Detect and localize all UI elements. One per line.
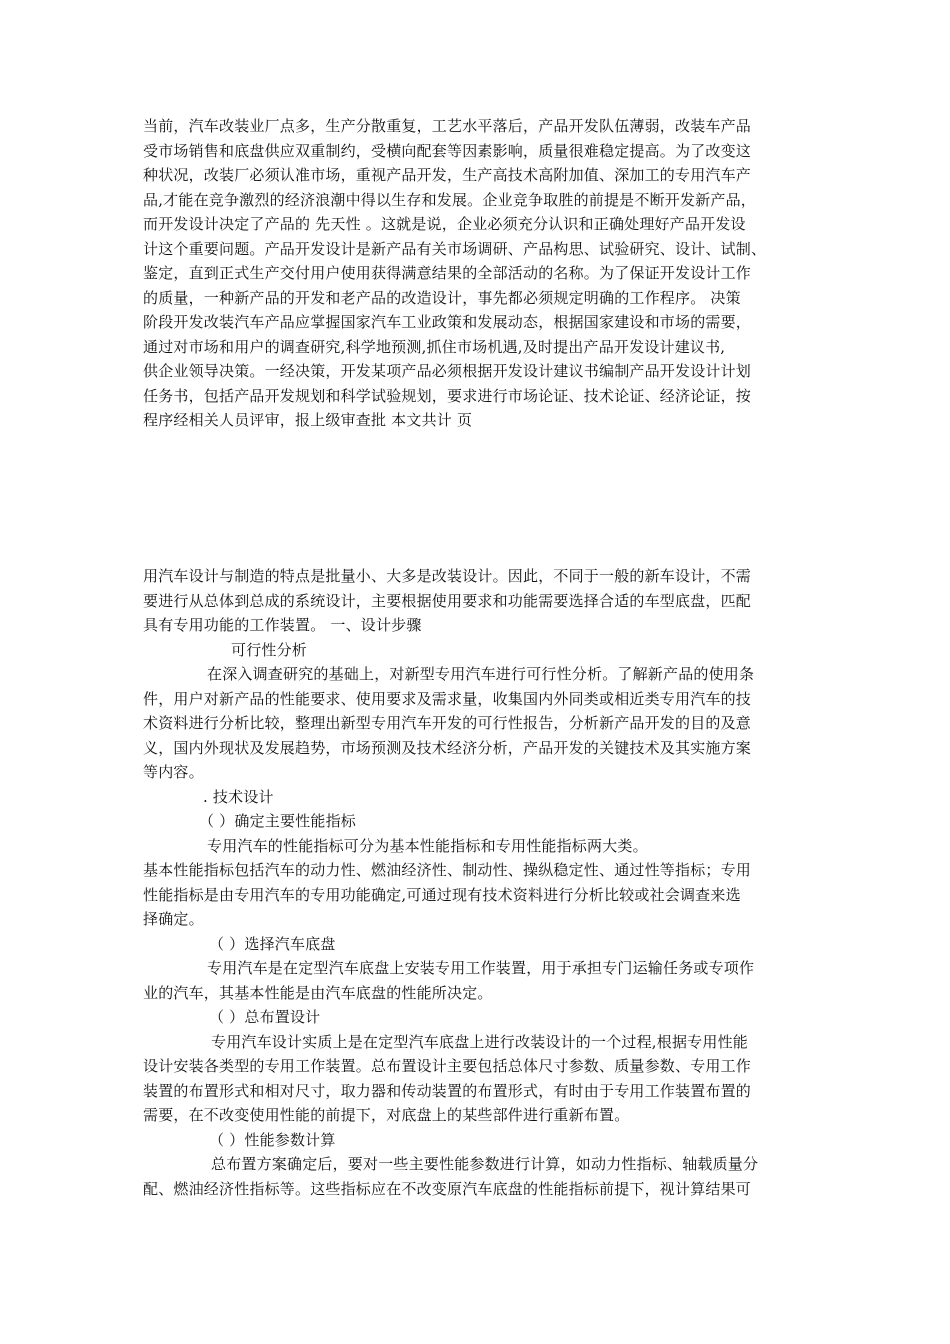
text-line: 品,才能在竞争激烈的经济浪潮中得以生存和发展。企业竞争取胜的前提是不断开发新产品， bbox=[143, 190, 756, 209]
paragraph-line: 术资料进行分析比较，整理出新型专用汽车开发的可行性报告，分析新产品开发的目的及意 bbox=[143, 714, 752, 732]
text-line: 当前，汽车改装业厂点多，生产分散重复，工艺水平落后，产品开发队伍薄弱，改装车产品 bbox=[143, 117, 752, 135]
paragraph-line: 需要，在不改变使用性能的前提下，对底盘上的某些部件进行重新布置。 bbox=[143, 1106, 630, 1124]
perf-heading: （ ）确定主要性能指标 bbox=[199, 812, 356, 830]
paragraph-line: 件，用户对新产品的性能要求、使用要求及需求量，收集国内外同类或相近类专用汽车的技 bbox=[143, 689, 752, 708]
paragraph-line: 专用汽车设计实质上是在定型汽车底盘上进行改装设计的一个过程,根据专用性能 bbox=[211, 1032, 748, 1051]
intro-line: 要进行从总体到总成的系统设计，主要根据使用要求和功能需要选择合适的车型底盘，匹配 bbox=[143, 591, 752, 610]
paragraph-line: 总布置方案确定后，要对一些主要性能参数进行计算，如动力性指标、轴载质量分 bbox=[211, 1155, 759, 1173]
paragraph-line: 专用汽车是在定型汽车底盘上安装专用工作装置，用于承担专门运输任务或专项作 bbox=[207, 959, 755, 977]
paragraph-line: 配、燃油经济性指标等。这些指标应在不改变原汽车底盘的性能指标前提下，视计算结果可 bbox=[143, 1179, 752, 1198]
text-line: 任务书，包括产品开发规划和科学试验规划，要求进行市场论证、技术论证、经济论证，按 bbox=[143, 386, 752, 405]
paragraph-line: 装置的布置形式和相对尺寸，取力器和传动装置的布置形式，有时由于专用工作装置布置的 bbox=[143, 1081, 752, 1100]
text-line: 通过对市场和用户的调查研究,科学地预测,抓住市场机遇,及时提出产品开发设计建议书, bbox=[143, 337, 726, 356]
tech-design-heading: . 技术设计 bbox=[203, 787, 274, 806]
text-line: 而开发设计决定了产品的 先天性 。这就是说，企业必须充分认识和正确处理好产品开发设 bbox=[143, 215, 746, 233]
chassis-heading: （ ）选择汽车底盘 bbox=[209, 934, 336, 953]
text-line: 程序经相关人员评审，报上级审查批 本文共计 页 bbox=[143, 411, 473, 429]
intro-line: 具有专用功能的工作装置。 一、设计步骤 bbox=[143, 616, 422, 634]
calc-heading: （ ）性能参数计算 bbox=[209, 1130, 336, 1149]
text-line: 种状况，改装厂必须认准市场，重视产品开发，生产高技术高附加值、深加工的专用汽车产 bbox=[143, 166, 752, 184]
text-line: 计这个重要问题。产品开发设计是新产品有关市场调研、产品构思、试验研究、设计、试制、 bbox=[143, 239, 767, 258]
text-line: 供企业领导决策。一经决策，开发某项产品必须根据开发设计建议书编制产品开发设计计划 bbox=[143, 362, 752, 380]
paragraph-line: 义，国内外现状及发展趋势，市场预测及技术经济分析，产品开发的关键技术及其实施方案 bbox=[143, 738, 752, 757]
paragraph-line: 专用汽车的性能指标可分为基本性能指标和专用性能指标两大类。 bbox=[207, 836, 648, 855]
text-line: 阶段开发改装汽车产品应掌握国家汽车工业政策和发展动态，根据国家建设和市场的需要， bbox=[143, 313, 752, 331]
text-line: 的质量，一种新产品的开发和老产品的改造设计，事先都必须规定明确的工作程序。 决策 bbox=[143, 288, 741, 307]
paragraph-line: 业的汽车，其基本性能是由汽车底盘的性能所决定。 bbox=[143, 983, 493, 1002]
paragraph-line: 择确定。 bbox=[143, 910, 204, 928]
paragraph-line: 设计安装各类型的专用工作装置。总布置设计主要包括总体尺寸参数、质量参数、专用工作 bbox=[143, 1057, 752, 1075]
paragraph-line: 性能指标是由专用汽车的专用功能确定,可通过现有技术资料进行分析比较或社会调查来选 bbox=[143, 885, 741, 904]
intro-line: 用汽车设计与制造的特点是批量小、大多是改装设计。因此，不同于一般的新车设计，不需 bbox=[143, 567, 752, 585]
paragraph-line: 等内容。 bbox=[143, 763, 204, 781]
layout-heading: （ ）总布置设计 bbox=[209, 1008, 321, 1026]
text-block-bottom bbox=[143, 564, 808, 1201]
paragraph-line: 基本性能指标包括汽车的动力性、燃油经济性、制动性、操纵稳定性、通过性等指标；专用 bbox=[143, 861, 752, 879]
feasibility-heading: 可行性分析 bbox=[231, 640, 308, 659]
text-line: 受市场销售和底盘供应双重制约，受横向配套等因素影响，质量很难稳定提高。为了改变这 bbox=[143, 141, 752, 160]
paragraph-line: 在深入调查研究的基础上，对新型专用汽车进行可行性分析。了解新产品的使用条 bbox=[207, 665, 755, 683]
text-line: 鉴定，直到正式生产交付用户使用获得满意结果的全部活动的名称。为了保证开发设计工作 bbox=[143, 264, 752, 282]
text-block-top bbox=[143, 114, 808, 433]
